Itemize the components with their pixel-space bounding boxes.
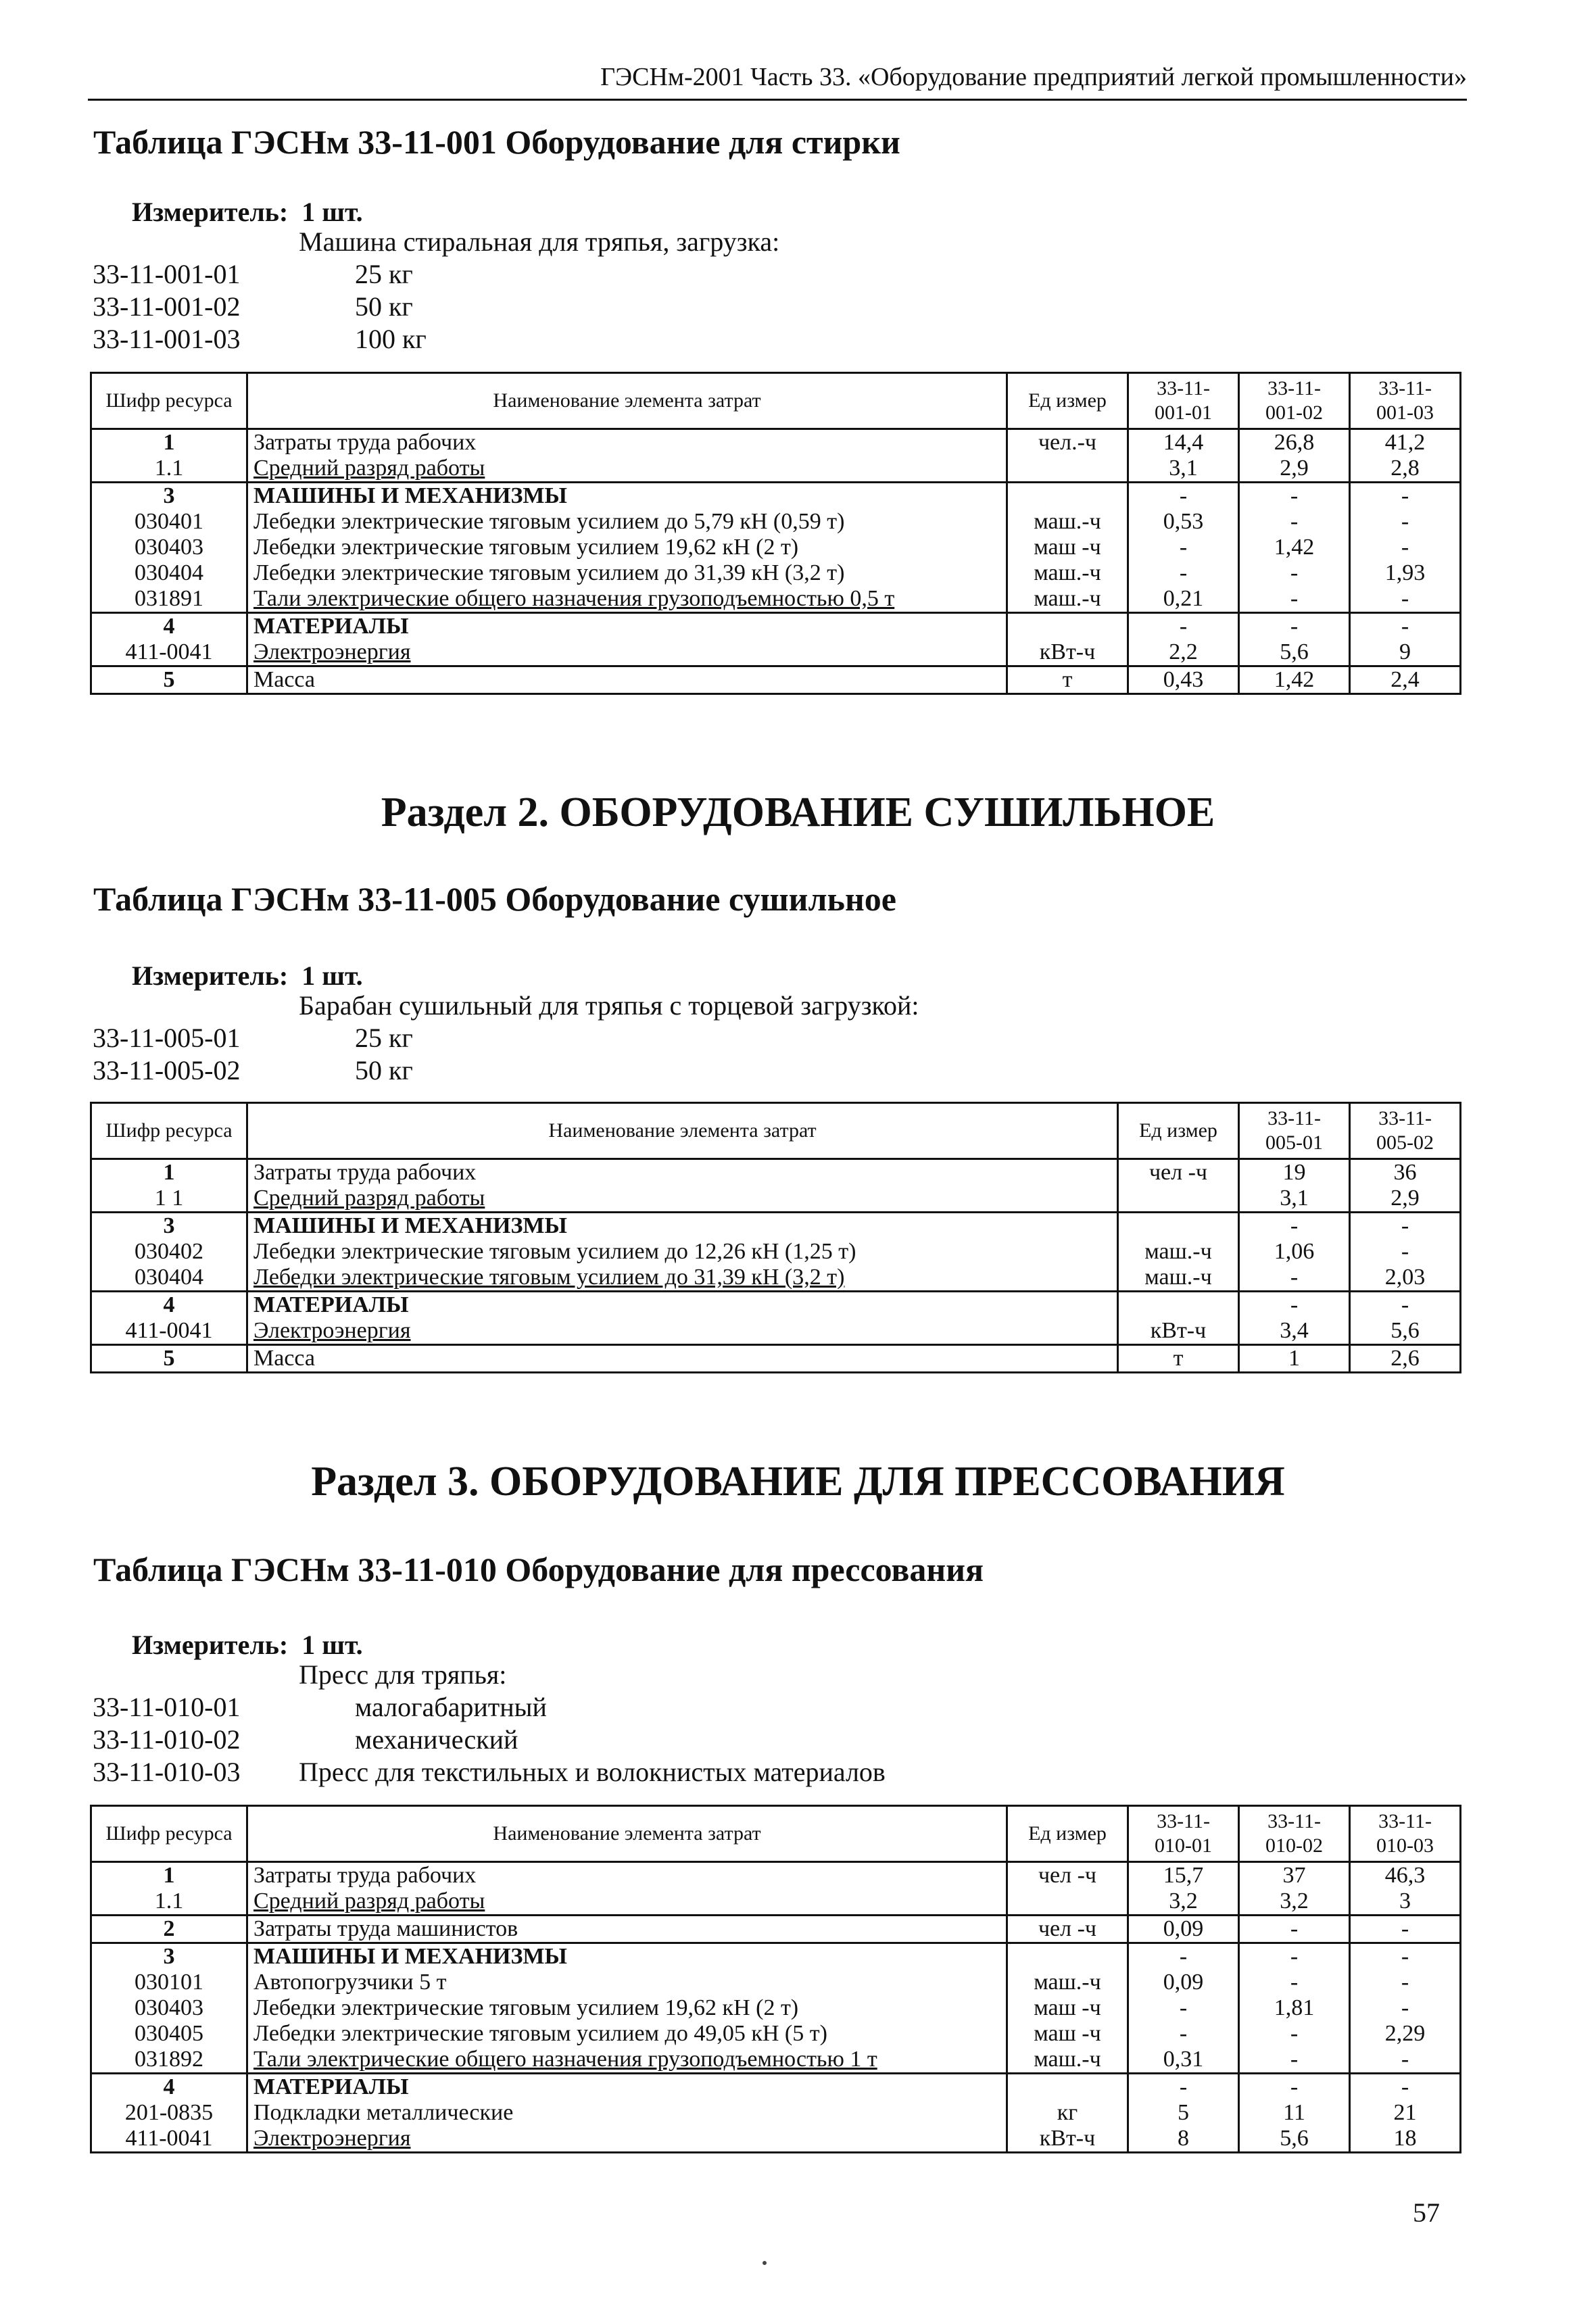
table-header-row	[91, 1806, 1461, 1862]
row-value: 0,21	[1128, 586, 1239, 613]
row-name: Масса	[247, 1345, 1118, 1373]
row-unit: маш.-ч	[1007, 2047, 1128, 2074]
table-row	[91, 483, 1461, 510]
row-name: МАШИНЫ И МЕХАНИЗМЫ	[247, 1213, 1118, 1240]
row-value: 1,42	[1239, 666, 1350, 694]
row-value: 0,43	[1128, 666, 1239, 694]
row-unit: кВт-ч	[1007, 2126, 1128, 2153]
row-value: 8	[1128, 2126, 1239, 2153]
table-row	[91, 1159, 1461, 1186]
row-value: 0,31	[1128, 2047, 1239, 2074]
row-name: Затраты труда рабочих	[247, 1862, 1007, 1889]
row-code: 031891	[91, 586, 247, 613]
row-code: 1	[91, 429, 247, 456]
row-value: -	[1350, 1239, 1461, 1265]
row-value: -	[1239, 1943, 1350, 1970]
table-row	[91, 1186, 1461, 1213]
row-name: Тали электрические общего назначения грузоподъемностью 0,5 т	[247, 586, 1007, 613]
row-code: 031892	[91, 2047, 247, 2074]
row-value: -	[1350, 1213, 1461, 1240]
table-row	[91, 1265, 1461, 1292]
row-unit: маш.-ч	[1007, 560, 1128, 586]
row-name: Лебедки электрические тяговым усилием до 49,05 кН (5 т)	[247, 2021, 1007, 2047]
row-value: 2,4	[1350, 666, 1461, 694]
row-code: 030404	[91, 1265, 247, 1292]
row-value: 3,1	[1128, 456, 1239, 483]
variant-code: 33-11-005-02	[93, 1055, 241, 1086]
row-code: 1	[91, 1862, 247, 1889]
row-code: 4	[91, 2074, 247, 2101]
row-value: -	[1239, 2021, 1350, 2047]
col-header-name: Наименование элемента затрат	[247, 1103, 1118, 1159]
row-name: Электроэнергия	[247, 639, 1007, 666]
row-name: Лебедки электрические тяговым усилием 19,62 кН (2 т)	[247, 535, 1007, 560]
row-unit: т	[1118, 1345, 1239, 1373]
table-title-2: Таблица ГЭСНм 33-11-005 Оборудование сушильное	[93, 880, 896, 918]
col-header-unit: Ед измер	[1118, 1103, 1239, 1159]
row-name: Лебедки электрические тяговым усилием до 12,26 кН (1,25 т)	[247, 1239, 1118, 1265]
row-value: 1	[1239, 1345, 1350, 1373]
table-row	[91, 1888, 1461, 1916]
row-name: МАШИНЫ И МЕХАНИЗМЫ	[247, 1943, 1007, 1970]
variant-code: 33-11-001-03	[93, 324, 241, 354]
row-value: 19	[1239, 1159, 1350, 1186]
row-code: 030101	[91, 1970, 247, 1995]
row-value: -	[1239, 483, 1350, 510]
variant-code: 33-11-010-03	[93, 1757, 241, 1787]
row-code: 030405	[91, 2021, 247, 2047]
table-row	[91, 1995, 1461, 2021]
row-name: Затраты труда рабочих	[247, 1159, 1118, 1186]
row-unit: маш.-ч	[1007, 586, 1128, 613]
row-code: 030401	[91, 509, 247, 535]
row-code: 3	[91, 483, 247, 510]
row-value: 2,9	[1239, 456, 1350, 483]
row-value: -	[1239, 1916, 1350, 1943]
row-code: 411-0041	[91, 2126, 247, 2153]
col-header-code: Шифр ресурса	[91, 1103, 247, 1159]
intro-1: Машина стиральная для тряпья, загрузка:	[299, 226, 780, 257]
table-row	[91, 2074, 1461, 2101]
row-code: 030404	[91, 560, 247, 586]
row-value: -	[1239, 2074, 1350, 2101]
variant-code: 33-11-001-02	[93, 291, 241, 322]
row-name: Автопогрузчики 5 т	[247, 1970, 1007, 1995]
table-row	[91, 509, 1461, 535]
variant-text: механический	[355, 1724, 518, 1755]
row-code: 3	[91, 1213, 247, 1240]
variant-text: 50 кг	[355, 1055, 413, 1086]
row-unit: чел.-ч	[1007, 429, 1128, 456]
row-code: 411-0041	[91, 639, 247, 666]
row-value: -	[1350, 2047, 1461, 2074]
header-rule	[88, 99, 1467, 101]
variant-code: 33-11-010-01	[93, 1692, 241, 1722]
measure-line-2: Измеритель: 1 шт.	[132, 960, 363, 991]
row-value: 18	[1350, 2126, 1461, 2153]
row-value: -	[1350, 483, 1461, 510]
variant-code: 33-11-001-01	[93, 259, 241, 289]
col-header-code: Шифр ресурса	[91, 1806, 247, 1862]
row-value: 2,03	[1350, 1265, 1461, 1292]
row-value: -	[1350, 1995, 1461, 2021]
resource-table-1	[90, 372, 1461, 695]
row-code: 1 1	[91, 1186, 247, 1213]
table-header-row	[91, 373, 1461, 429]
variant-text: 25 кг	[355, 259, 413, 289]
table-header-row	[91, 1103, 1461, 1159]
row-value: 14,4	[1128, 429, 1239, 456]
row-unit: маш -ч	[1007, 2021, 1128, 2047]
row-value: 1,06	[1239, 1239, 1350, 1265]
row-value: 5,6	[1350, 1318, 1461, 1345]
row-name: Средний разряд работы	[247, 456, 1007, 483]
row-code: 2	[91, 1916, 247, 1943]
row-unit	[1118, 1292, 1239, 1319]
row-value: 2,8	[1350, 456, 1461, 483]
variant-text: 50 кг	[355, 291, 413, 322]
row-value: -	[1128, 483, 1239, 510]
row-value: 3,2	[1239, 1888, 1350, 1916]
row-code: 1.1	[91, 456, 247, 483]
col-header-variant: 33-11- 005-01	[1239, 1103, 1350, 1159]
row-value: -	[1128, 560, 1239, 586]
row-unit: маш.-ч	[1007, 1970, 1128, 1995]
section-title-3: Раздел 3. ОБОРУДОВАНИЕ ДЛЯ ПРЕССОВАНИЯ	[311, 1459, 1285, 1505]
row-name: Затраты труда машинистов	[247, 1916, 1007, 1943]
variant-text: 25 кг	[355, 1023, 413, 1053]
row-name: Средний разряд работы	[247, 1888, 1007, 1916]
page-number: 57	[1413, 2197, 1440, 2228]
table-row	[91, 1239, 1461, 1265]
row-unit: кг	[1007, 2100, 1128, 2126]
col-header-variant: 33-11- 010-01	[1128, 1806, 1239, 1862]
row-value: 3,2	[1128, 1888, 1239, 1916]
row-code: 4	[91, 613, 247, 640]
col-header-variant: 33-11- 010-03	[1350, 1806, 1461, 1862]
table-row	[91, 2100, 1461, 2126]
row-value: -	[1350, 586, 1461, 613]
variant-code: 33-11-010-02	[93, 1724, 241, 1755]
row-name: Лебедки электрические тяговым усилием до 5,79 кН (0,59 т)	[247, 509, 1007, 535]
row-value: 5,6	[1239, 639, 1350, 666]
table-row	[91, 1862, 1461, 1889]
row-value: -	[1239, 1970, 1350, 1995]
col-header-name: Наименование элемента затрат	[247, 1806, 1007, 1862]
row-name: Лебедки электрические тяговым усилием до 31,39 кН (3,2 т)	[247, 1265, 1118, 1292]
row-name: МАШИНЫ И МЕХАНИЗМЫ	[247, 483, 1007, 510]
row-name: Затраты труда рабочих	[247, 429, 1007, 456]
row-unit: чел -ч	[1007, 1916, 1128, 1943]
table-row	[91, 456, 1461, 483]
row-value: 2,9	[1350, 1186, 1461, 1213]
row-value: -	[1350, 1916, 1461, 1943]
row-unit: кВт-ч	[1118, 1318, 1239, 1345]
table-row	[91, 1943, 1461, 1970]
col-header-variant: 33-11- 005-02	[1350, 1103, 1461, 1159]
row-unit: чел -ч	[1118, 1159, 1239, 1186]
row-unit: маш.-ч	[1007, 509, 1128, 535]
row-code: 411-0041	[91, 1318, 247, 1345]
row-unit	[1007, 2074, 1128, 2101]
measure-line-1: Измеритель: 1 шт.	[132, 197, 363, 227]
row-name: Электроэнергия	[247, 2126, 1007, 2153]
row-value: -	[1128, 613, 1239, 640]
row-name: Средний разряд работы	[247, 1186, 1118, 1213]
row-value: 36	[1350, 1159, 1461, 1186]
row-value: 0,53	[1128, 509, 1239, 535]
row-code: 5	[91, 1345, 247, 1373]
table-title-1: Таблица ГЭСНм 33-11-001 Оборудование для стирки	[93, 123, 900, 161]
row-code: 030402	[91, 1239, 247, 1265]
row-unit: чел -ч	[1007, 1862, 1128, 1889]
row-value: 46,3	[1350, 1862, 1461, 1889]
table-row	[91, 2126, 1461, 2153]
table-row	[91, 1916, 1461, 1943]
row-name: МАТЕРИАЛЫ	[247, 1292, 1118, 1319]
section-title-2: Раздел 2. ОБОРУДОВАНИЕ СУШИЛЬНОЕ	[381, 789, 1215, 835]
intro-3: Пресс для тряпья:	[299, 1659, 507, 1690]
row-name: Тали электрические общего назначения грузоподъемностью 1 т	[247, 2047, 1007, 2074]
row-code: 3	[91, 1943, 247, 1970]
row-unit	[1007, 1888, 1128, 1916]
row-value: 2,29	[1350, 2021, 1461, 2047]
col-header-variant: 33-11- 010-02	[1239, 1806, 1350, 1862]
row-value: 0,09	[1128, 1970, 1239, 1995]
table-row	[91, 1318, 1461, 1345]
row-unit: маш -ч	[1007, 1995, 1128, 2021]
row-value: 2,2	[1128, 639, 1239, 666]
row-value: -	[1239, 2047, 1350, 2074]
col-header-unit: Ед измер	[1007, 1806, 1128, 1862]
row-unit: кВт-ч	[1007, 639, 1128, 666]
running-header: ГЭСНм-2001 Часть 33. «Оборудование предприятий легкой промышленности»	[600, 63, 1467, 91]
row-value: 15,7	[1128, 1862, 1239, 1889]
table-row	[91, 1970, 1461, 1995]
row-value: 41,2	[1350, 429, 1461, 456]
row-value: 5,6	[1239, 2126, 1350, 2153]
row-code: 030403	[91, 535, 247, 560]
row-value: -	[1350, 2074, 1461, 2101]
resource-table-2	[90, 1102, 1461, 1373]
row-value: -	[1350, 535, 1461, 560]
table-row	[91, 666, 1461, 694]
row-value: 2,6	[1350, 1345, 1461, 1373]
row-code: 201-0835	[91, 2100, 247, 2126]
row-value: -	[1350, 613, 1461, 640]
row-unit	[1007, 483, 1128, 510]
row-value: 3	[1350, 1888, 1461, 1916]
row-value: -	[1350, 1970, 1461, 1995]
intro-2: Барабан сушильный для тряпья с торцевой загрузкой:	[299, 990, 919, 1021]
table-row	[91, 1292, 1461, 1319]
row-value: 1,93	[1350, 560, 1461, 586]
col-header-code: Шифр ресурса	[91, 373, 247, 429]
scan-speck	[763, 2261, 767, 2265]
col-header-variant: 33-11- 001-03	[1350, 373, 1461, 429]
row-value: -	[1350, 1943, 1461, 1970]
row-code: 4	[91, 1292, 247, 1319]
row-name: Масса	[247, 666, 1007, 694]
row-value: -	[1239, 586, 1350, 613]
row-value: 5	[1128, 2100, 1239, 2126]
variant-text: 100 кг	[355, 324, 427, 354]
table-row	[91, 639, 1461, 666]
row-code: 5	[91, 666, 247, 694]
variant-text: малогабаритный	[355, 1692, 547, 1722]
table-row	[91, 560, 1461, 586]
row-value: -	[1239, 613, 1350, 640]
col-header-variant: 33-11- 001-01	[1128, 373, 1239, 429]
row-value: 26,8	[1239, 429, 1350, 456]
row-value: -	[1239, 1213, 1350, 1240]
row-unit: т	[1007, 666, 1128, 694]
row-value: 3,1	[1239, 1186, 1350, 1213]
row-name: МАТЕРИАЛЫ	[247, 613, 1007, 640]
row-value: -	[1128, 1995, 1239, 2021]
row-value: 21	[1350, 2100, 1461, 2126]
row-unit: маш.-ч	[1118, 1265, 1239, 1292]
measure-line-3: Измеритель: 1 шт.	[132, 1630, 363, 1660]
col-header-variant: 33-11- 001-02	[1239, 373, 1350, 429]
col-header-unit: Ед измер	[1007, 373, 1128, 429]
row-value: -	[1239, 1265, 1350, 1292]
row-unit: маш -ч	[1007, 535, 1128, 560]
row-value: 0,09	[1128, 1916, 1239, 1943]
row-name: Лебедки электрические тяговым усилием до 31,39 кН (3,2 т)	[247, 560, 1007, 586]
row-value: 9	[1350, 639, 1461, 666]
row-name: Электроэнергия	[247, 1318, 1118, 1345]
row-code: 030403	[91, 1995, 247, 2021]
row-value: 37	[1239, 1862, 1350, 1889]
row-unit	[1007, 1943, 1128, 1970]
table-row	[91, 535, 1461, 560]
resource-table-3	[90, 1805, 1461, 2153]
row-unit	[1118, 1186, 1239, 1213]
row-value: 1,81	[1239, 1995, 1350, 2021]
row-unit	[1007, 613, 1128, 640]
table-row	[91, 586, 1461, 613]
table-row	[91, 2021, 1461, 2047]
row-code: 1	[91, 1159, 247, 1186]
row-value: -	[1239, 560, 1350, 586]
row-unit: маш.-ч	[1118, 1239, 1239, 1265]
table-row	[91, 429, 1461, 456]
row-value: -	[1350, 509, 1461, 535]
row-value: -	[1128, 2021, 1239, 2047]
row-value: -	[1350, 1292, 1461, 1319]
row-value: 11	[1239, 2100, 1350, 2126]
row-code: 1.1	[91, 1888, 247, 1916]
table-row	[91, 1213, 1461, 1240]
row-name: Подкладки металлические	[247, 2100, 1007, 2126]
row-name: Лебедки электрические тяговым усилием 19,62 кН (2 т)	[247, 1995, 1007, 2021]
variant-text: Пресс для текстильных и волокнистых материалов	[299, 1757, 886, 1787]
row-value: 1,42	[1239, 535, 1350, 560]
row-unit	[1007, 456, 1128, 483]
table-title-3: Таблица ГЭСНм 33-11-010 Оборудование для прессования	[93, 1551, 984, 1588]
row-value: -	[1128, 2074, 1239, 2101]
row-value: -	[1239, 509, 1350, 535]
table-row	[91, 1345, 1461, 1373]
col-header-name: Наименование элемента затрат	[247, 373, 1007, 429]
row-name: МАТЕРИАЛЫ	[247, 2074, 1007, 2101]
row-value: -	[1128, 1943, 1239, 1970]
row-unit	[1118, 1213, 1239, 1240]
table-row	[91, 2047, 1461, 2074]
row-value: 3,4	[1239, 1318, 1350, 1345]
row-value: -	[1128, 535, 1239, 560]
table-row	[91, 613, 1461, 640]
row-value: -	[1239, 1292, 1350, 1319]
variant-code: 33-11-005-01	[93, 1023, 241, 1053]
